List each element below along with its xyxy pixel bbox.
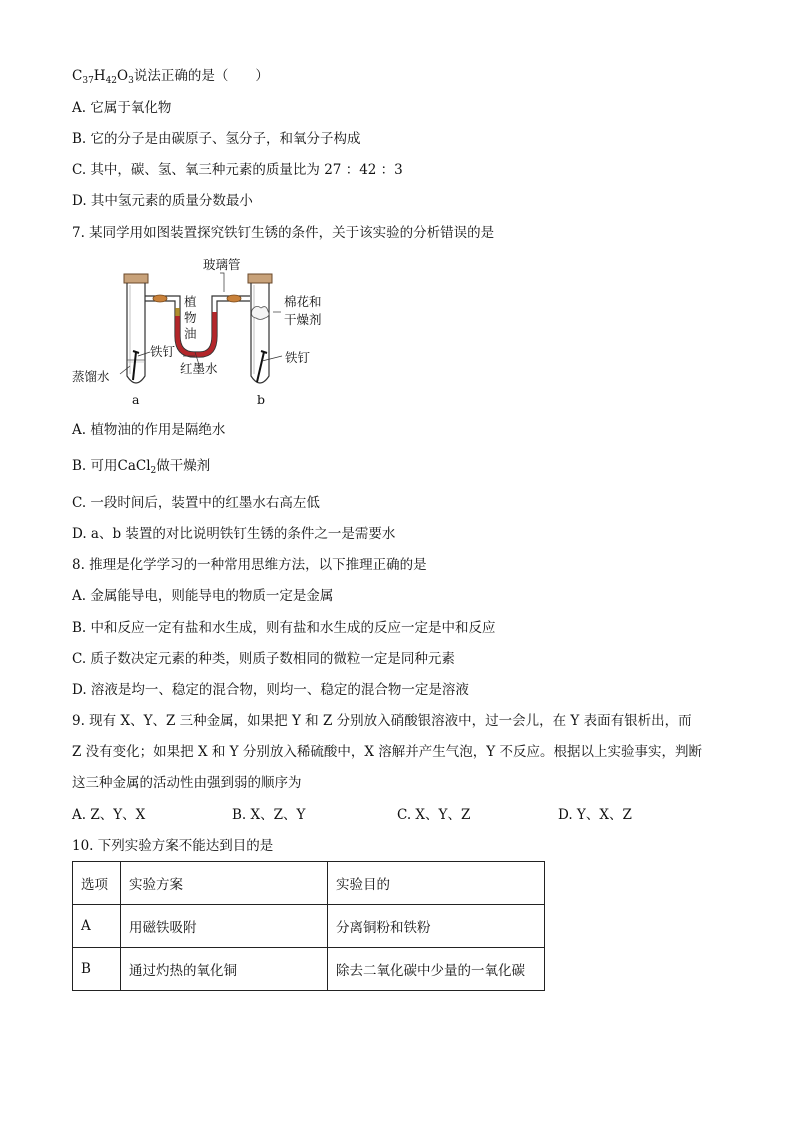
label-oil-1: 植 — [184, 294, 197, 309]
label-cotton-2: 干燥剂 — [284, 312, 322, 327]
test-tube-b — [248, 274, 272, 383]
table-header-cell: 实验目的 — [328, 862, 545, 905]
q6-option-d: D. 其中氢元素的质量分数最小 — [72, 193, 253, 209]
q6-option-a: A. 它属于氧化物 — [72, 100, 172, 116]
q6-option-b: B. 它的分子是由碳原子、氢分子，和氧分子构成 — [72, 131, 361, 147]
q9-stem-line-1: 9. 现有 X、Y、Z 三种金属，如果把 Y 和 Z 分别放入硝酸银溶液中，过一会儿，在 Y 表面有银析出，而 — [72, 713, 692, 729]
q7-option-c: C. 一段时间后，装置中的红墨水右高左低 — [72, 495, 320, 511]
table-cell: A — [73, 905, 121, 948]
nail-b — [257, 352, 264, 382]
label-oil-2: 物 — [184, 310, 197, 325]
q9-option-c: C. X、Y、Z — [397, 807, 471, 823]
q8-stem: 8. 推理是化学学习的一种常用思维方法，以下推理正确的是 — [72, 557, 427, 573]
label-nail-a: 铁钉 — [150, 344, 176, 359]
q9-option-a: A. Z、Y、X — [72, 807, 146, 823]
table-cell: 除去二氧化碳中少量的一氧化碳 — [328, 948, 545, 991]
stopper-b — [248, 274, 272, 283]
table-cell: 通过灼热的氧化铜 — [121, 948, 328, 991]
q7-stem: 7. 某同学用如图装置探究铁钉生锈的条件，关于该实验的分析错误的是 — [72, 225, 495, 241]
table-header-cell: 选项 — [73, 862, 121, 905]
q8-option-d: D. 溶液是均一、稳定的混合物，则均一、稳定的混合物一定是溶液 — [72, 682, 469, 698]
q7-option-b: B. 可用CaCl$_2$做干燥剂 — [72, 458, 211, 476]
table-cell: 分离铜粉和铁粉 — [328, 905, 545, 948]
label-distilled-water: 蒸馏水 — [72, 369, 110, 384]
q9-option-b: B. X、Z、Y — [232, 807, 306, 823]
q9-stem-line-2: Z 没有变化；如果把 X 和 Y 分别放入稀硫酸中，X 溶解并产生气泡，Y 不反应。根据以上实验事实，判断 — [72, 744, 702, 760]
q7-option-a: A. 植物油的作用是隔绝水 — [72, 422, 226, 438]
label-oil-3: 油 — [184, 326, 197, 341]
q10-stem: 10. 下列实验方案不能达到目的是 — [72, 838, 274, 854]
q7-option-d: D. a、b 装置的对比说明铁钉生锈的条件之一是需要水 — [72, 526, 396, 542]
cotton-desiccant — [252, 306, 270, 319]
q8-option-c: C. 质子数决定元素的种类，则质子数相同的微粒一定是同种元素 — [72, 651, 455, 667]
label-glass-tube: 玻璃管 — [203, 257, 241, 272]
label-a: a — [132, 392, 140, 407]
q9-option-d: D. Y、X、Z — [558, 807, 632, 823]
table-header-cell: 实验方案 — [121, 862, 328, 905]
q8-option-b: B. 中和反应一定有盐和水生成，则有盐和水生成的反应一定是中和反应 — [72, 620, 496, 636]
q10-table — [72, 861, 545, 991]
rubber-connector-b — [227, 295, 241, 302]
table-cell: B — [73, 948, 121, 991]
label-red-ink: 红墨水 — [180, 361, 218, 376]
table-header-row — [73, 862, 545, 905]
test-tube-a — [124, 274, 148, 383]
label-b: b — [257, 392, 266, 407]
label-nail-b: 铁钉 — [285, 350, 311, 365]
q9-stem-line-3: 这三种金属的活动性由强到弱的顺序为 — [72, 775, 302, 791]
q8-option-a: A. 金属能导电，则能导电的物质一定是金属 — [72, 588, 334, 604]
stopper-a — [124, 274, 148, 283]
table-row — [73, 905, 545, 948]
label-cotton-1: 棉花和 — [284, 294, 322, 309]
rubber-connector-a — [153, 295, 167, 302]
rust-experiment-diagram — [72, 256, 342, 408]
nail-a — [133, 352, 136, 380]
q6-stem: $C_{37}H_{42}O_3$说法正确的是（ ） — [72, 68, 269, 86]
table-row — [73, 948, 545, 991]
q6-option-c: C. 其中，碳、氢、氧三种元素的质量比为 27 ：42 ：3 — [72, 162, 403, 178]
table-cell: 用磁铁吸附 — [121, 905, 328, 948]
